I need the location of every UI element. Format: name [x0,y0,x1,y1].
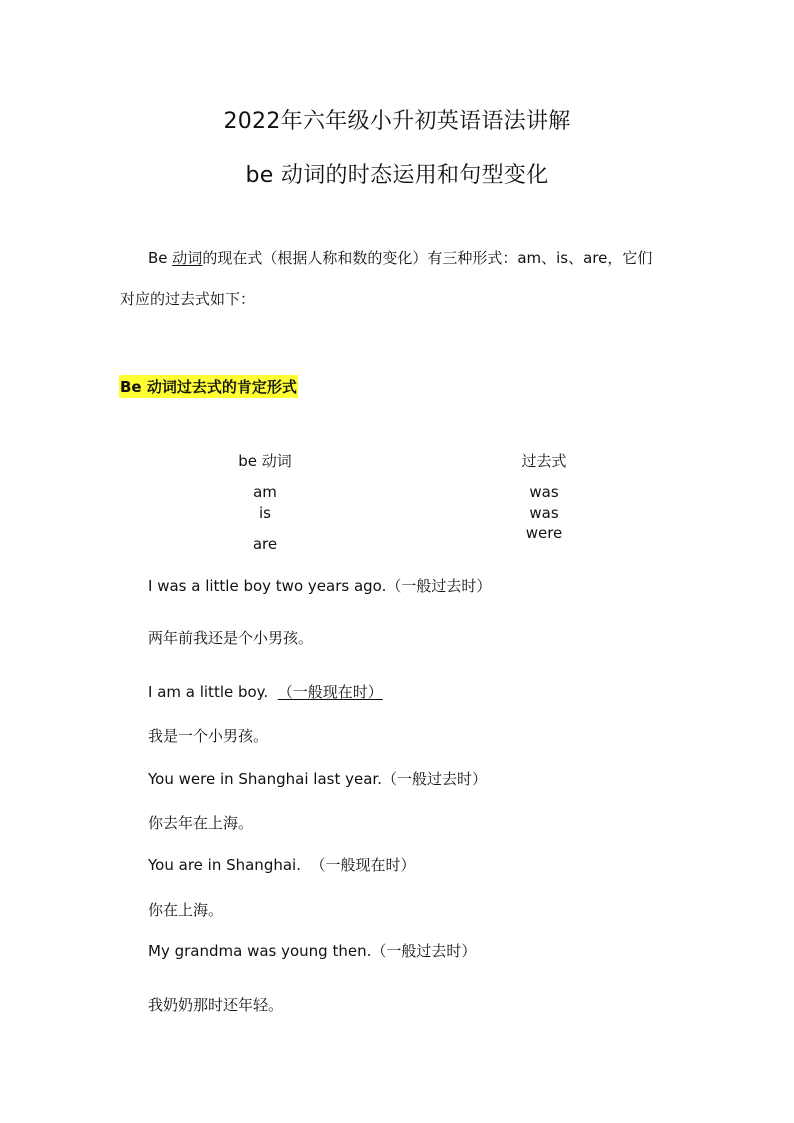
example-2-en [148,681,383,702]
example-3-zh: 你去年在上海。 [148,814,254,832]
example-5-zh: 我奶奶那时还年轻。 [148,996,284,1014]
section-heading: Be 动词过去式的肯定形式 [119,375,298,398]
table-header-be-verb: be 动词 [238,452,292,470]
tense-tag: （一般现在时） [310,856,416,874]
page-subtitle: be 动词的时态运用和句型变化 [245,163,549,188]
example-en-text: My grandma was young then. [148,942,372,960]
example-1-en [148,575,491,596]
example-en-text: You are in Shanghai. [148,856,301,874]
intro-before: Be [148,249,173,267]
example-5-en [148,940,476,961]
table-cell-present-is: is [259,504,271,522]
intro-after: 的现在式（根据人称和数的变化）有三种形式：am、is、are，它们 [202,249,653,267]
tense-tag: （一般过去时） [371,942,477,960]
example-en-text: I am a little boy. [148,683,269,701]
example-en-text: I was a little boy two years ago. [148,577,387,595]
intro-underlined-word: 动词 [172,249,203,267]
table-cell-past-was-1: was [529,483,559,501]
example-2-zh: 我是一个小男孩。 [148,727,269,745]
table-cell-past-was-2: was [529,504,559,522]
example-4-zh: 你在上海。 [148,901,224,919]
example-1-zh: 两年前我还是个小男孩。 [148,629,314,647]
page-title: 2022年六年级小升初英语语法讲解 [223,109,571,134]
table-cell-past-were: were [525,524,563,542]
tense-tag: （一般现在时） [277,683,383,701]
table-cell-present-am: am [253,483,277,501]
tense-tag: （一般过去时） [381,770,487,788]
example-en-text: You were in Shanghai last year. [148,770,382,788]
intro-paragraph-line2: 对应的过去式如下： [120,290,256,308]
example-3-en [148,768,487,789]
tense-tag: （一般过去时） [386,577,492,595]
table-cell-present-are: are [252,535,278,553]
table-header-past-form: 过去式 [521,452,567,470]
example-4-en [148,854,416,875]
intro-paragraph-line1 [148,247,652,268]
